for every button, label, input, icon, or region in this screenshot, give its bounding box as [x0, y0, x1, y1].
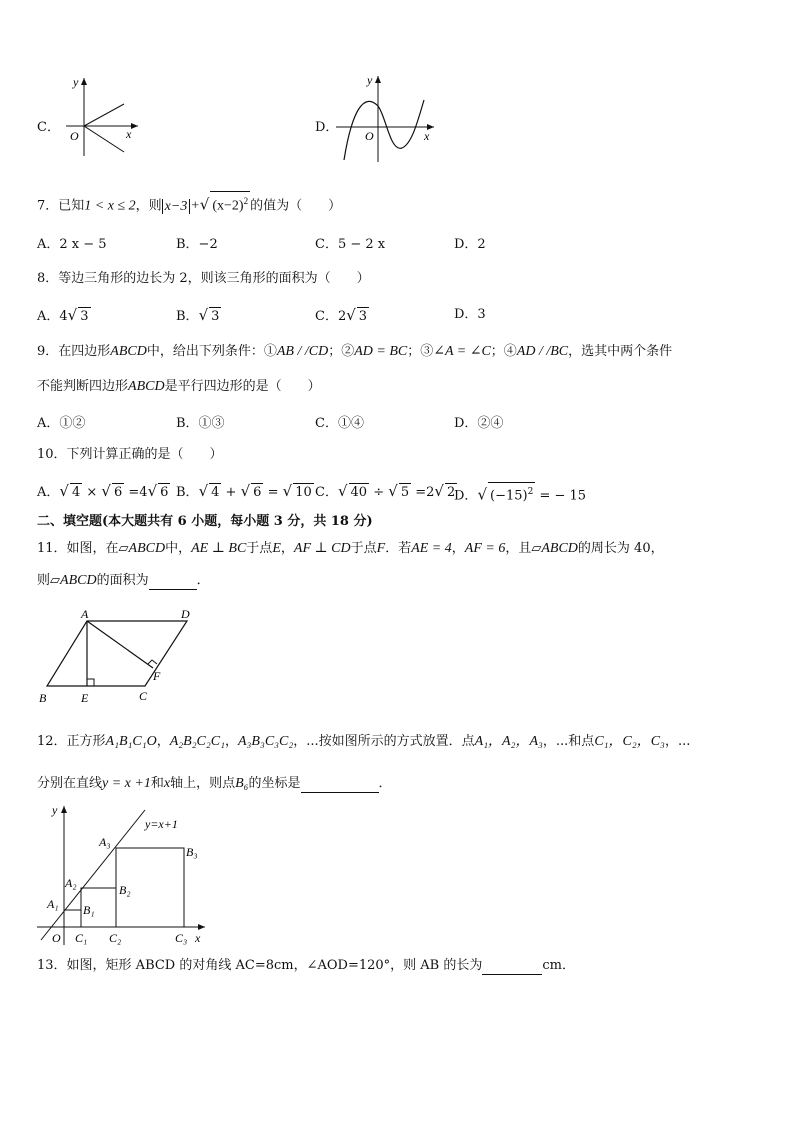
graph-d-origin-label: O — [365, 129, 374, 143]
question-8: 8．等边三角形的边长为 2，则该三角形的面积为（ ） — [37, 271, 370, 286]
q11-fig-label-e: E — [81, 691, 89, 705]
question-9: 9．在四边形ABCD中，给出下列条件：①AB / /CD；②AD = BC；③∠A = ∠C；④AD / /BC，选其中两个条件 — [37, 344, 673, 359]
question-13: 13．如图，矩形 ABCD 的对角线 AC=8cm，∠AOD=120°，则 AB 的长为 cm． — [37, 958, 575, 973]
q7-tail: 的值为（ ） — [250, 198, 342, 214]
q12-fig-a2: A₂ — [65, 876, 77, 890]
q10-option-a[interactable]: A．√ 4 × √ 6 =4√ 6 — [37, 482, 169, 500]
option-d-label: D． — [315, 120, 339, 135]
graph-c — [58, 70, 148, 160]
q7-mid: ，则 — [135, 198, 162, 214]
question-11-line-2: 则▱ABCD的面积为 ． — [37, 573, 210, 588]
q12-fig-b1: B₁ — [83, 903, 95, 917]
q12-squares-figure — [35, 800, 215, 950]
q8-option-c[interactable]: C．2√ 3 — [315, 306, 368, 324]
q12-fig-a3: A₃ — [99, 835, 111, 849]
option-c-label: C． — [37, 120, 60, 135]
q8-option-d[interactable]: D．3 — [454, 307, 486, 322]
question-12-line-2: 分别在直线y = x +1和x轴上，则点B₆的坐标是 ． — [37, 776, 392, 791]
q10-option-c[interactable]: C．√ 40 ÷ √ 5 =2√ 2 — [315, 482, 456, 500]
q9-option-d[interactable]: D．②④ — [454, 416, 504, 431]
q11-fig-label-b: B — [39, 691, 47, 705]
q12-fig-c3: C₃ — [175, 931, 188, 945]
question-9-line-2: 不能判断四边形ABCD是平行四边形的是（ ） — [37, 379, 321, 394]
q7-option-b[interactable]: B．−2 — [176, 237, 218, 252]
section-2-heading: 二、填空题(本大题共有 6 小题，每小题 3 分，共 18 分) — [37, 514, 373, 529]
q12-fig-line-label: y=x+1 — [145, 817, 178, 831]
question-11: 11．如图，在▱ABCD中，AE ⊥ BC于点E，AF ⊥ CD于点F．若AE = 4，AF = 6，且▱ABCD的周长为 40， — [37, 541, 664, 556]
question-12: 12．正方形A₁B₁C₁O，A₂B₂C₂C₁，A₃B₃C₃C₂，...按如图所示的方式放置．点A₁，A₂，A₃，...和点C₁，C₂，C₃，... — [37, 734, 691, 749]
q10-option-b[interactable]: B．√ 4 + √ 6 = √ 10 — [176, 482, 312, 500]
graph-c-y-label: y — [73, 75, 79, 89]
q11-parallelogram-figure — [35, 608, 215, 708]
q12-fig-b2: B₂ — [119, 883, 131, 897]
q12-answer-blank[interactable] — [301, 778, 379, 793]
q8-option-b[interactable]: B．√ 3 — [176, 306, 220, 324]
q7-abs-expression: x−3 — [162, 199, 191, 214]
q12-fig-y-label: y — [52, 803, 58, 817]
q11-fig-label-f: F — [153, 669, 161, 683]
q7-option-d[interactable]: D．2 — [454, 237, 486, 252]
q11-fig-label-d: D — [181, 608, 190, 621]
q11-fig-label-c: C — [139, 689, 148, 703]
q9-option-c[interactable]: C．①④ — [315, 416, 364, 431]
q7-sqrt-expression: $(x-2)^2$ — [210, 191, 250, 216]
q9-option-a[interactable]: A．①② — [37, 416, 86, 431]
q13-answer-blank[interactable] — [482, 960, 542, 975]
q12-fig-a1: A₁ — [47, 897, 59, 911]
question-10: 10．下列计算正确的是（ ） — [37, 447, 223, 462]
q9-option-b[interactable]: B．①③ — [176, 416, 225, 431]
q11-fig-label-a: A — [81, 608, 89, 621]
graph-c-origin-label: O — [70, 129, 79, 143]
q8-option-a[interactable]: A．4√ 3 — [37, 306, 89, 324]
q12-fig-c1: C₁ — [75, 931, 88, 945]
question-7: 7．已知1 < x ≤ 2，则 x−3 +√ $(x-2)^2$ 的值为（ ） — [37, 191, 341, 216]
graph-c-x-label: x — [126, 127, 132, 141]
q12-fig-x-label: x — [195, 931, 201, 945]
graph-d — [334, 70, 444, 165]
q12-fig-origin: O — [52, 931, 61, 945]
graph-d-y-label: y — [367, 73, 373, 87]
q11-answer-blank[interactable] — [149, 575, 197, 590]
q10-option-d[interactable]: D．√ $(-15)^2$ = − 15 — [454, 482, 586, 505]
graph-d-x-label: x — [424, 129, 430, 143]
q7-number: 7．已知 — [37, 198, 85, 214]
q12-fig-c2: C₂ — [109, 931, 122, 945]
q7-option-a[interactable]: A．2 x − 5 — [37, 237, 107, 252]
q7-option-c[interactable]: C．5 − 2 x — [315, 237, 386, 252]
q7-condition: 1 < x ≤ 2 — [84, 198, 136, 214]
q12-fig-b3: B₃ — [186, 845, 198, 859]
